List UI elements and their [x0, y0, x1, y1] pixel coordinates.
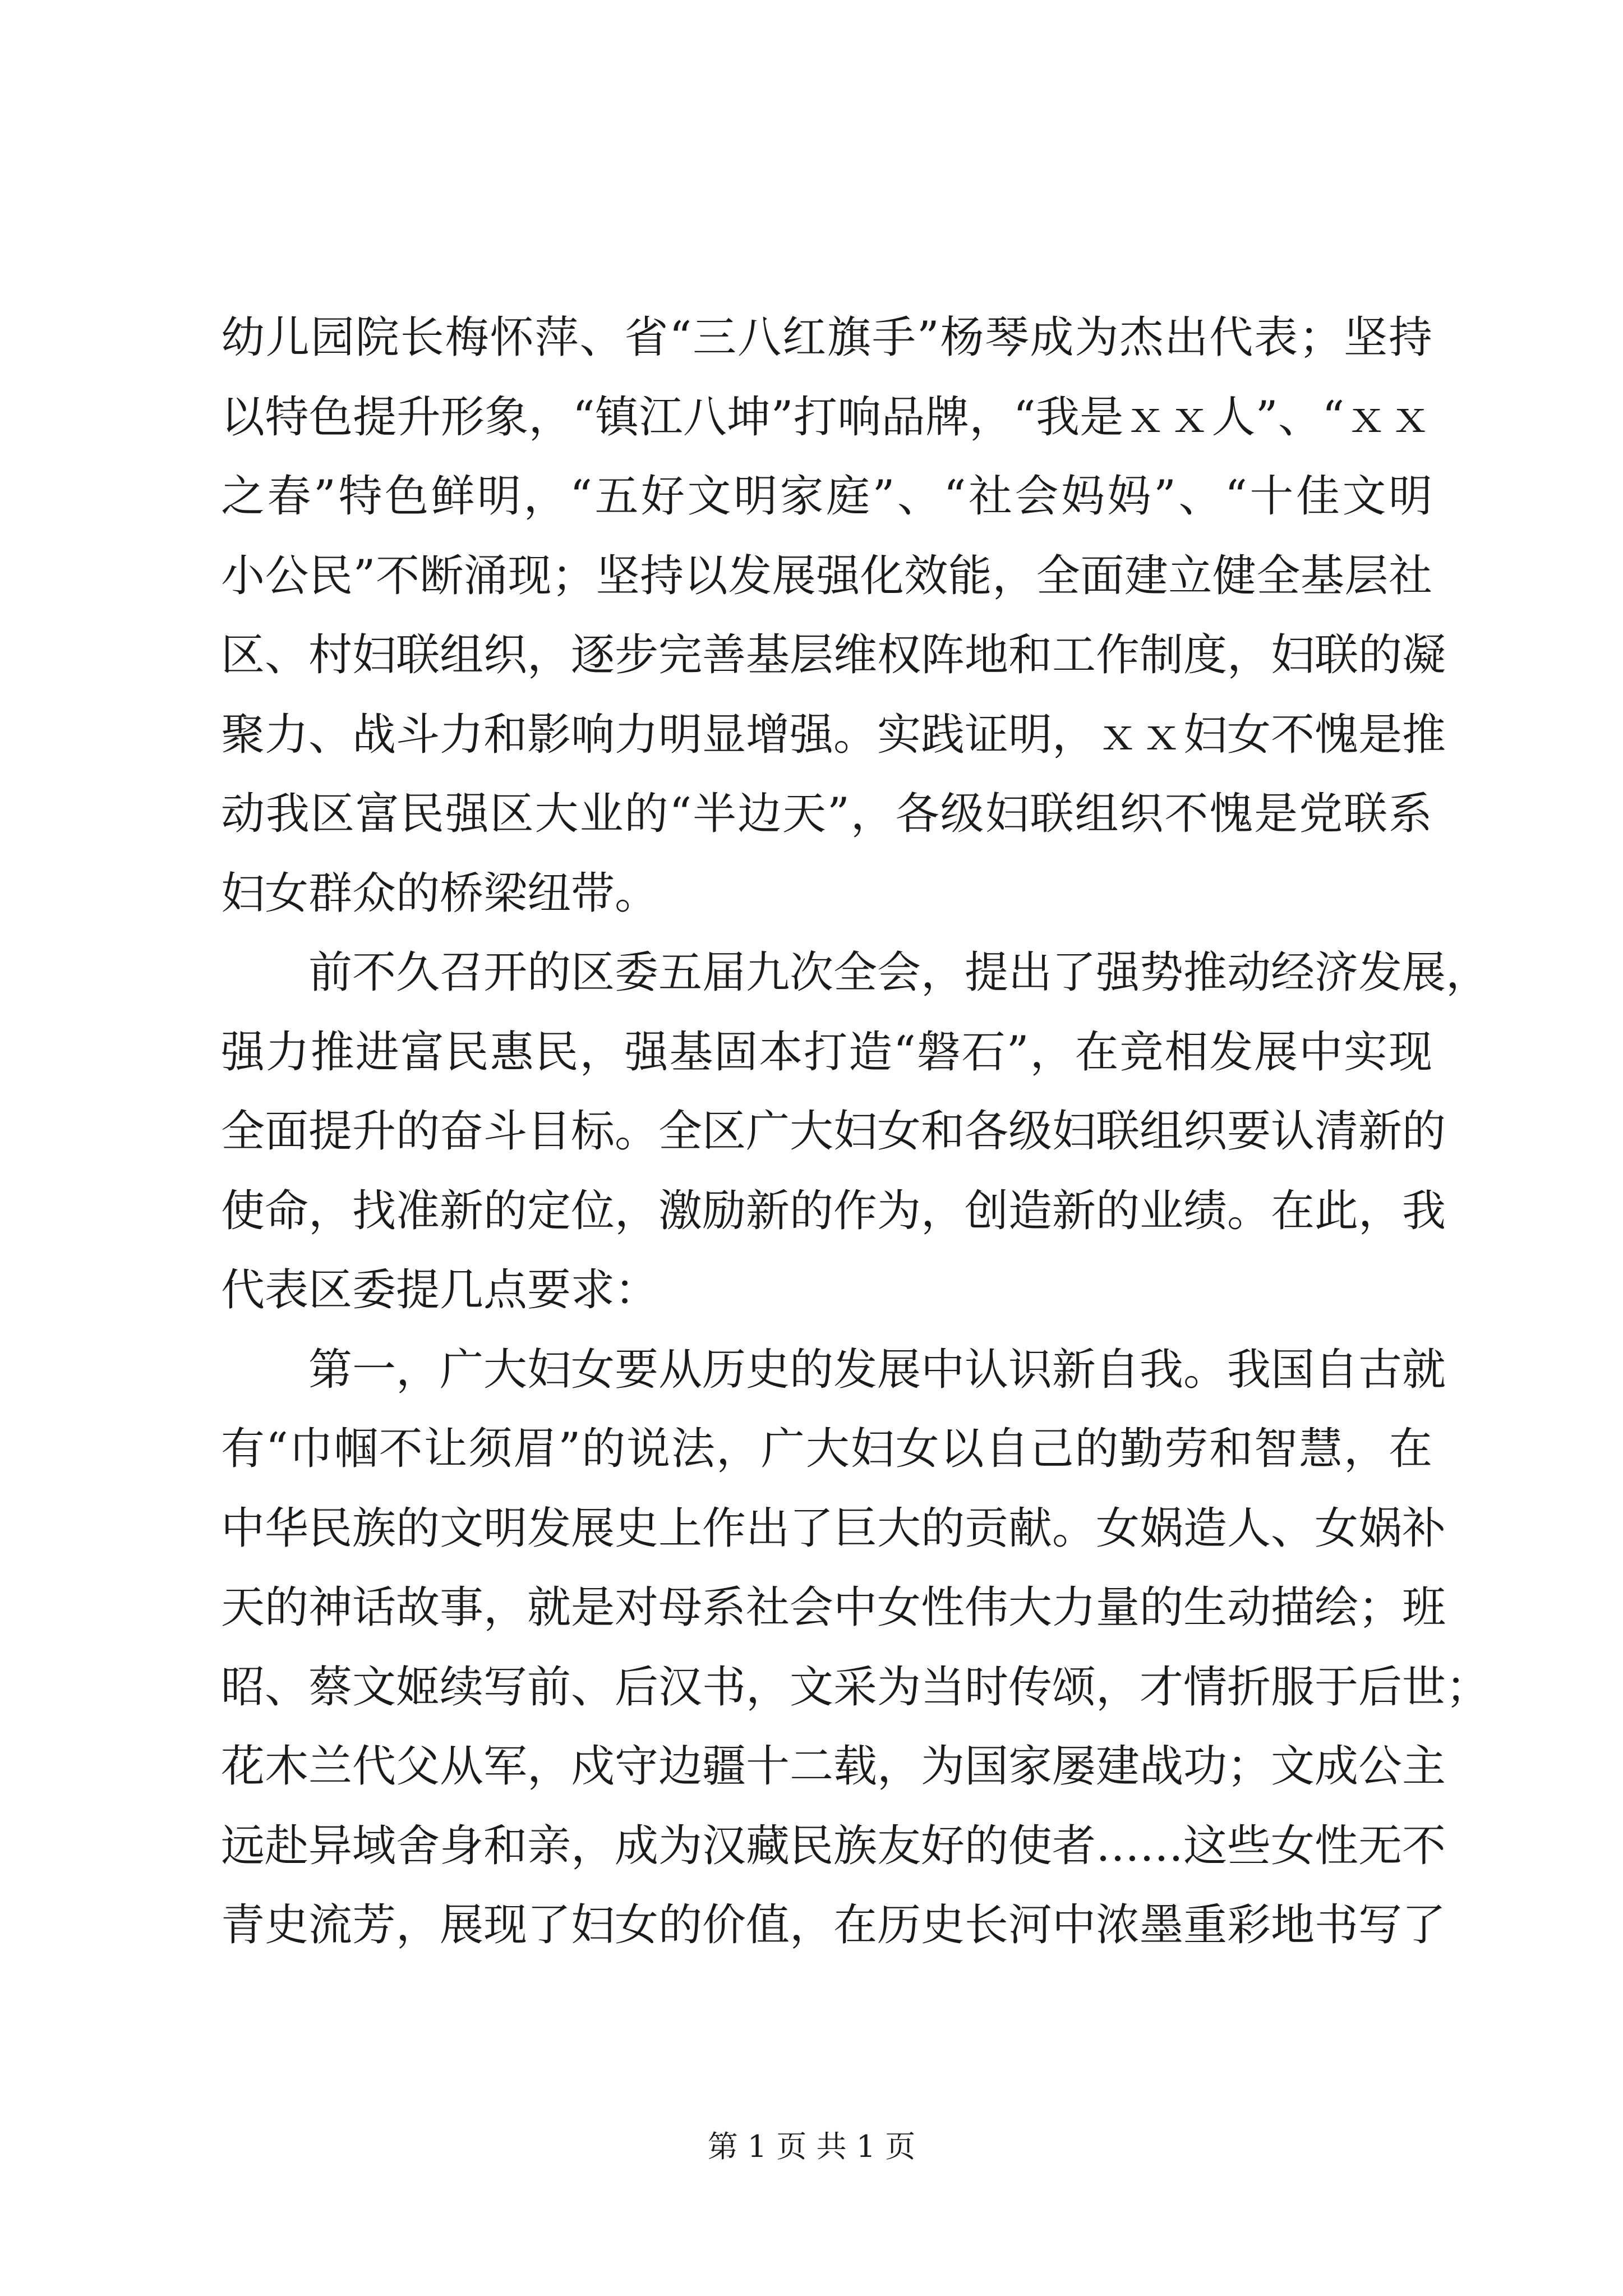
text-line: 聚力、战斗力和影响力明显增强。实践证明，ｘｘ妇女不愧是推: [221, 709, 1446, 760]
paragraph-3: [221, 1331, 1490, 1966]
text-line: 前不久召开的区委五届九次全会，提出了强势推动经济发展，: [221, 947, 1490, 998]
text-line: 花木兰代父从军，戍守边疆十二载，为国家屡建战功；文成公主: [221, 1741, 1446, 1792]
text-line: 幼儿园院长梅怀萍、省“三八红旗手”杨琴成为杰出代表；坚持: [221, 312, 1432, 363]
text-line: 第一，广大妇女要从历史的发展中认识新自我。我国自古就: [221, 1344, 1446, 1395]
text-line: 区、村妇联组织，逐步完善基层维权阵地和工作制度，妇联的凝: [221, 630, 1446, 680]
text-line: 小公民”不断涌现；坚持以发展强化效能，全面建立健全基层社: [221, 550, 1432, 601]
paragraph-2: [221, 933, 1490, 1331]
text-line: 代表区委提几点要求：: [221, 1265, 659, 1315]
text-line: 以特色提升形象，“镇江八坤”打响品牌，“我是ｘｘ人”、“ｘｘ: [221, 392, 1432, 443]
text-line: 全面提升的奋斗目标。全区广大妇女和各级妇联组织要认清新的: [221, 1106, 1446, 1157]
text-line: 天的神话故事，就是对母系社会中女性伟大力量的生动描绘；班: [221, 1582, 1446, 1633]
text-line: 使命，找准新的定位，激励新的作为，创造新的业绩。在此，我: [221, 1185, 1446, 1236]
text-line: 远赴异域舍身和亲，成为汉藏民族友好的使者……这些女性无不: [221, 1820, 1446, 1871]
paragraph-1: [221, 298, 1446, 933]
text-line: 中华民族的文明发展史上作出了巨大的贡献。女娲造人、女娲补: [221, 1503, 1446, 1554]
text-line: 有“巾帼不让须眉”的说法，广大妇女以自己的勤劳和智慧，在: [221, 1424, 1432, 1474]
document-body: [221, 298, 1490, 1966]
text-line: 妇女群众的桥梁纽带。: [221, 868, 659, 919]
text-line: 动我区富民强区大业的“半边天”，各级妇联组织不愧是党联系: [221, 789, 1432, 839]
text-line: 青史流芳，展现了妇女的价值，在历史长河中浓墨重彩地书写了: [221, 1900, 1446, 1950]
text-line: 强力推进富民惠民，强基固本打造“磐石”，在竞相发展中实现: [221, 1027, 1432, 1078]
page-footer: [0, 2127, 1623, 2166]
text-line: 之春”特色鲜明，“五好文明家庭”、“社会妈妈”、“十佳文明: [221, 471, 1432, 522]
page-number-label: 第 1 页 共 1 页: [707, 2129, 916, 2164]
text-line: 昭、蔡文姬续写前、后汉书，文采为当时传颂，才情折服于后世；: [221, 1662, 1490, 1713]
